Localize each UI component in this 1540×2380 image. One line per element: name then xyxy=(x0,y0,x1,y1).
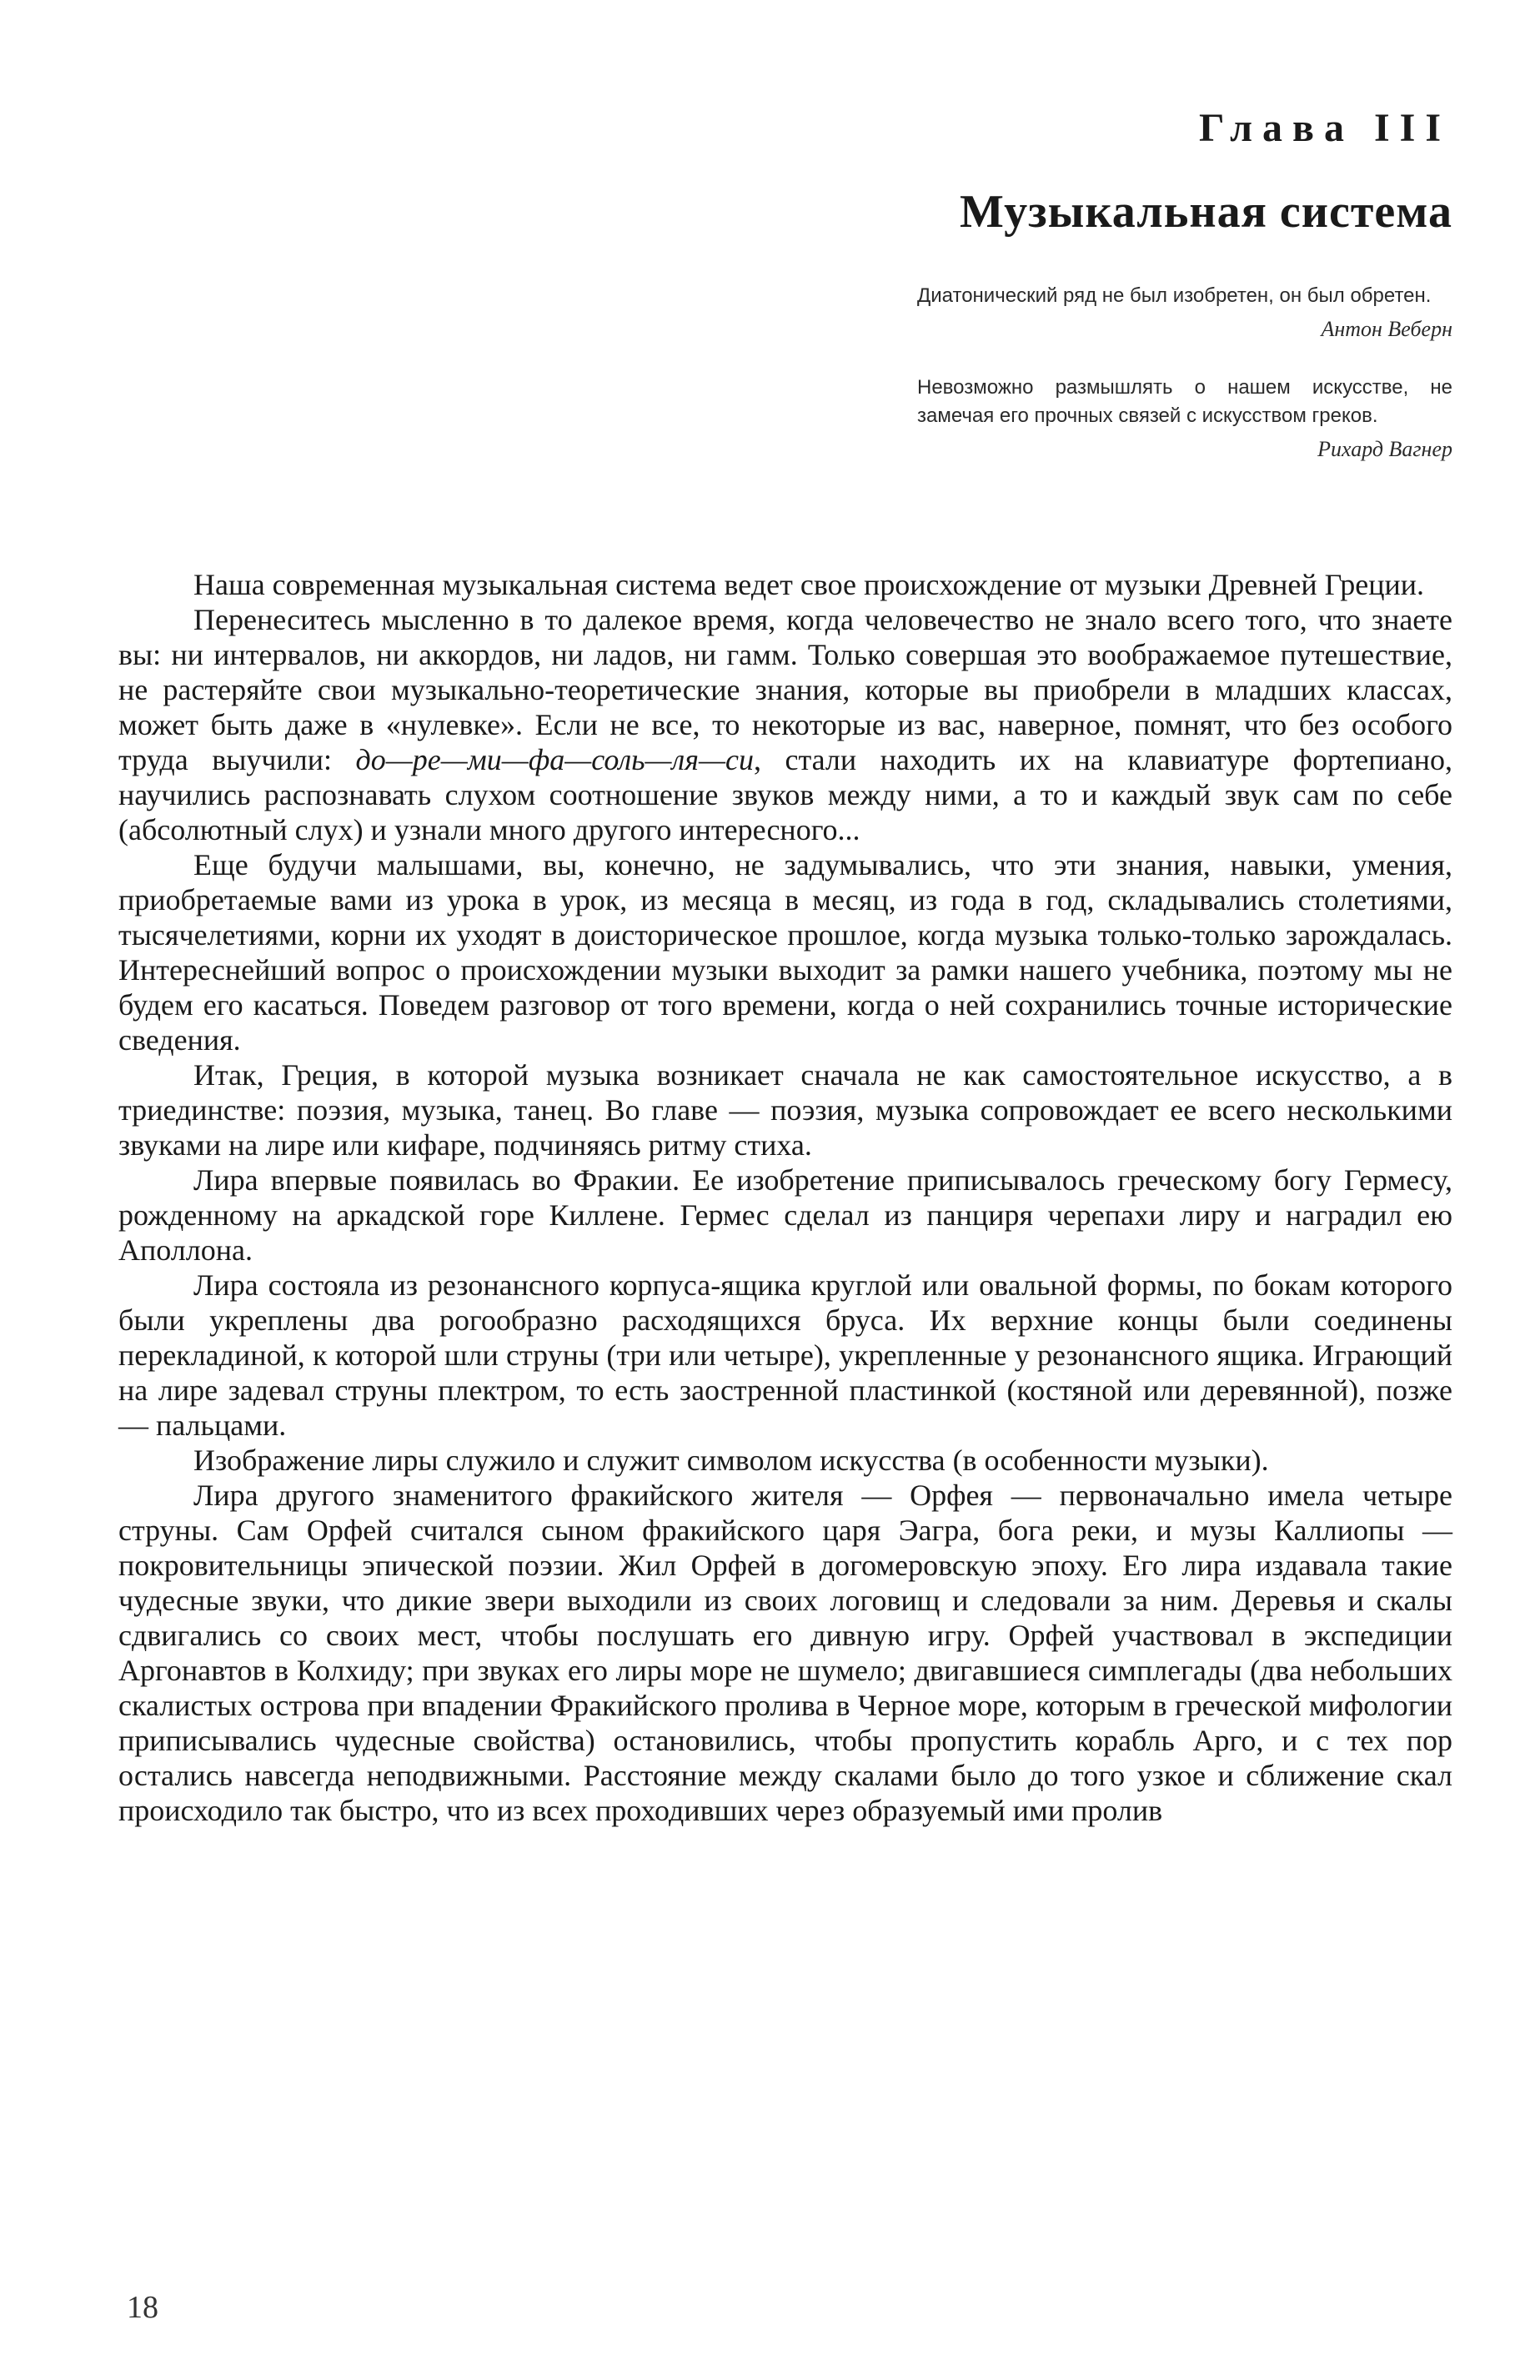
solfege-notes: до—ре—ми—фа—соль—ля—си xyxy=(355,743,754,776)
paragraph: Лира состояла из резонансного корпуса-ящика круглой или овальной формы, по бокам которого были укреплены два рогообразно расходящихся бруса. Их верхние концы были соединены перекладиной, к которой шли струны (три или четыре), укрепленные у резонансного ящика. Играющий на лире задевал струны плектром, то есть заостренной пластинкой (костяной или деревянной), позже — пальцами. xyxy=(118,1268,1452,1442)
chapter-label: Глава III xyxy=(1198,106,1451,150)
chapter-title: Музыкальная система xyxy=(960,186,1452,238)
epigraph-text: Невозможно размышлять о нашем искусстве, не замечая его прочных связей с искусством греков. xyxy=(917,376,1452,427)
paragraph: Наша современная музыкальная система ведет свое происхождение от музыки Древней Греции. xyxy=(193,568,1424,601)
epigraph xyxy=(917,282,1452,344)
paragraph: Лира впервые появилась во Фракии. Ее изобретение приписывалось греческому богу Гермесу, рожденному на аркадской горе Киллене. Гермес сделал из панциря черепахи лиру и наградил ею Аполлона. xyxy=(118,1163,1452,1267)
page-number: 18 xyxy=(127,2290,158,2325)
epigraph-text: Диатонический ряд не был изобретен, он был обретен. xyxy=(917,284,1432,307)
epigraph xyxy=(917,374,1452,464)
paragraph: Лира другого знаменитого фракийского жителя — Орфея — первоначально имела четыре струны. Сам Орфей считался сыном фракийского царя Эагра, бога реки, и музы Каллиопы — покровительницы эпической поэзии. Жил Орфей в догомеровскую эпоху. Его лира издавала такие чудесные звуки, что дикие звери выходили из своих логовищ и следовали за ним. Деревья и скалы сдвигались со своих мест, чтобы послушать его дивную игру. Орфей участвовал в экспедиции Аргонавтов в Колхиду; при звуках его лиры море не шумело; двигавшиеся симплегады (два небольших скалистых острова при впадении Фракийского пролива в Черное море, которым в греческой мифологии приписывались чудесные свойства) остановились, чтобы пропустить корабль Арго, и с тех пор остались навсегда неподвижными. Расстояние между скалами было до того узкое и сближение скал происходило так быстро, что из всех проходивших через образуемый ими пролив xyxy=(118,1479,1452,1827)
epigraphs xyxy=(917,282,1452,494)
paragraph xyxy=(118,602,1452,847)
paragraph-text: , стали находить их на клавиатуре фортепиано, научились распознавать слухом соотношение звуков между ними, а то и каждый звук сам по себе (абсолютный слух) и узнали много другого интересного... xyxy=(118,743,1453,846)
epigraph-author: Рихард Вагнер xyxy=(1317,437,1452,461)
paragraph: Итак, Греция, в которой музыка возникает сначала не как самостоятельное искусство, а в триединстве: поэзия, музыка, танец. Во главе — поэзия, музыка сопровождает ее всего несколькими звуками на лире или кифаре, подчиняясь ритму стиха. xyxy=(118,1058,1452,1162)
paragraph: Изображение лиры служило и служит символом искусства (в особенности музыки). xyxy=(193,1444,1269,1477)
epigraph-author: Антон Веберн xyxy=(1321,317,1452,341)
body-text xyxy=(118,567,1452,1828)
paragraph-text: Перенеситесь мысленно в то далекое время, когда человечество не знало всего того, что знаете вы: ни интервалов, ни аккордов, ни ладов, ни гамм. Только совершая это воображаемое путешествие, не растеряйте свои музыкально-теоретические знания, которые вы приобрели в младших классах, может быть даже в «нулевке». Если не все, то некоторые из вас, наверное, помнят, что без особого труда выучили: xyxy=(118,603,1452,776)
paragraph: Еще будучи малышами, вы, конечно, не задумывались, что эти знания, навыки, умения, приобретаемые вами из урока в урок, из месяца в месяц, из года в год, складывались столетиями, тысячелетиями, корни их уходят в доисторическое прошлое, когда музыка только-только зарождалась. Интереснейший вопрос о происхождении музыки выходит за рамки нашего учебника, поэтому мы не будем его касаться. Поведем разговор от того времени, когда о ней сохранились точные исторические сведения. xyxy=(118,848,1452,1057)
